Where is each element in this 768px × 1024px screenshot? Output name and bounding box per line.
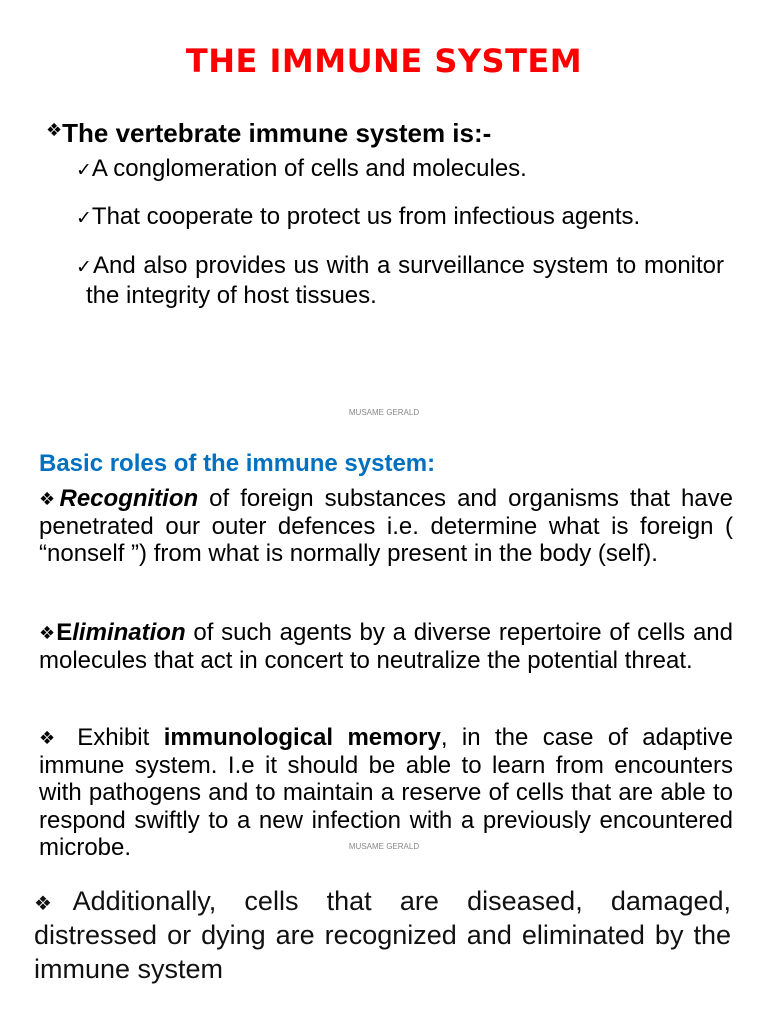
check-item-2 [76, 202, 726, 232]
additional-note [34, 884, 731, 986]
role-keyword-initial: E [56, 619, 73, 646]
role-elimination [39, 619, 733, 674]
slide-title: THE IMMUNE SYSTEM [185, 42, 583, 80]
role-prefix: Exhibit [62, 724, 164, 751]
checkmark-icon: ✓ [76, 256, 93, 278]
check-item-1 [76, 154, 726, 184]
diamond-bullet-icon: ❖ [34, 891, 73, 915]
role-memory [39, 724, 733, 862]
additional-text: Additionally, cells that are diseased, damaged, distressed or dying are recognized and eliminated by the immune system [34, 886, 731, 984]
role-text: , in the case of adaptive immune system. I.e it should be able to learn from encounters with pathogens and to maintain a reserve of cells that are able to respond swiftly to a new infection with a previously encountered microbe. [39, 724, 734, 861]
role-text: of such agents by a diverse repertoire of cells and molecules that act in concert to neutralize the potential threat. [39, 619, 733, 674]
diamond-bullet-icon: ❖ [39, 489, 60, 510]
slide-footer: MUSAME GERALD [348, 408, 420, 417]
role-text: of foreign substances and organisms that have penetrated our outer defences i.e. determine what is foreign ( “nonself ”) from what is normally present in the body (self). [39, 485, 733, 567]
checkmark-icon: ✓ [76, 207, 92, 229]
diamond-bullet-icon: ❖ [39, 728, 63, 749]
check-item-text: A conglomeration of cells and molecules. [91, 155, 527, 182]
diamond-bullet-icon: ❖ [46, 120, 63, 141]
check-item-text: That cooperate to protect us from infectious agents. [91, 203, 641, 230]
section-subheading: Basic roles of the immune system: [39, 450, 436, 477]
role-recognition [39, 485, 733, 568]
check-item-text: And also provides us with a surveillance system to monitor the integrity of host tissues. [86, 252, 724, 309]
role-keyword: limination [72, 619, 186, 646]
role-keyword: Recognition [59, 485, 199, 512]
heading-vertebrate-immune-system [46, 118, 491, 149]
slide-footer: MUSAME GERALD [348, 842, 420, 851]
diamond-bullet-icon: ❖ [39, 623, 57, 644]
heading-text: The vertebrate immune system is:- [62, 118, 492, 148]
role-keyword: immunological memory [163, 724, 441, 751]
check-item-3 [76, 251, 724, 311]
checkmark-icon: ✓ [76, 159, 92, 181]
